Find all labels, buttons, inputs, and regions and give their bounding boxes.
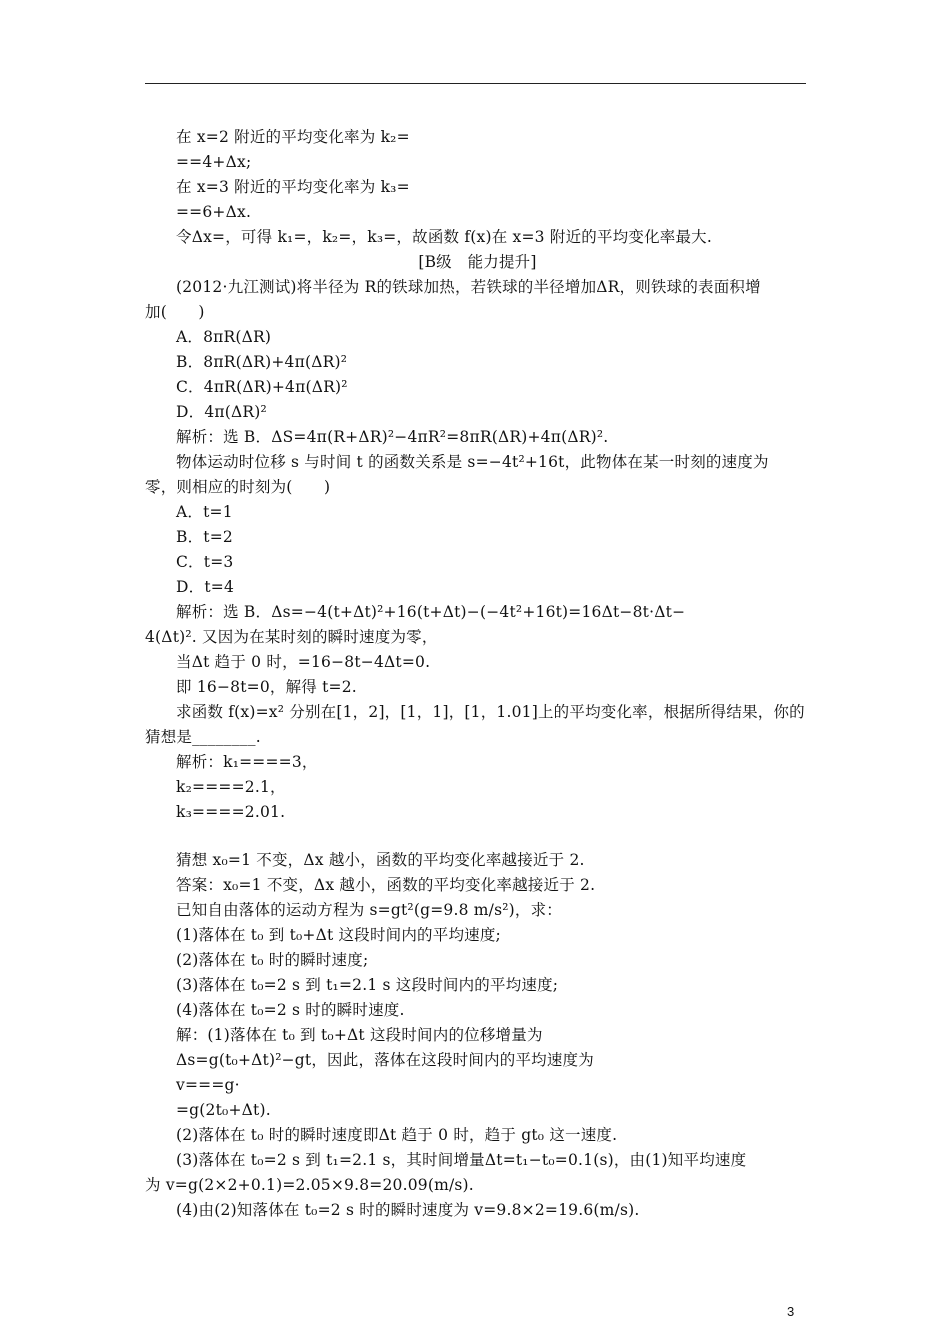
solution-text: (2)落体在 t₀ 时的瞬时速度即Δt 趋于 0 时，趋于 gt₀ 这一速度. [176,1126,618,1144]
option-a: A．t=1 [176,503,233,521]
text-line: ==4+Δx; [176,153,252,171]
solution-text: 猜想 x₀=1 不变，Δx 越小，函数的平均变化率越接近于 2. [176,851,585,869]
question-text: (2012·九江测试)将半径为 R的铁球加热，若铁球的半径增加ΔR，则铁球的表面积增 [176,278,761,296]
option-d: D．t=4 [176,578,235,596]
solution-text: =g(2t₀+Δt). [176,1101,271,1119]
text-line: 在 x=2 附近的平均变化率为 k₂= [176,128,410,146]
option-b: B．8πR(ΔR)+4π(ΔR)² [176,353,348,371]
solution-text: k₃====2.01. [176,803,286,821]
option-d: D．4π(ΔR)² [176,403,267,421]
question-text: 求函数 f(x)=x² 分别在[1，2]，[1，1]，[1，1.01]上的平均变化率，根据所得结果，你的 [176,703,805,721]
option-c: C．t=3 [176,553,234,571]
solution-text: k₂====2.1， [176,778,286,796]
solution-text: 解：(1)落体在 t₀ 到 t₀+Δt 这段时间内的位移增量为 [176,1026,543,1044]
text-line: 令Δx=，可得 k₁=，k₂=，k₃=，故函数 f(x)在 x=3 附近的平均变化率最大. [176,228,713,246]
solution-text: (3)落体在 t₀=2 s 到 t₁=2.1 s，其时间增量Δt=t₁−t₀=0.1(s)，由(1)知平均速度 [176,1151,747,1169]
header-rule [145,83,806,84]
text-line: ==6+Δx. [176,203,252,221]
question-text: 已知自由落体的运动方程为 s=gt²(g=9.8 m/s²)，求： [176,901,563,919]
solution-text: 解析：k₁====3， [176,753,318,771]
text-line: 在 x=3 附近的平均变化率为 k₃= [176,178,410,196]
question-text: 零，则相应的时刻为( ) [145,478,331,496]
question-part: (2)落体在 t₀ 时的瞬时速度; [176,951,369,969]
question-part: (3)落体在 t₀=2 s 到 t₁=2.1 s 这段时间内的平均速度; [176,976,559,994]
answer-text: 答案：x₀=1 不变，Δx 越小，函数的平均变化率越接近于 2. [176,876,596,894]
solution-text: 当Δt 趋于 0 时，=16−8t−4Δt=0. [176,653,431,671]
solution-text: Δs=g(t₀+Δt)²−gt，因此，落体在这段时间内的平均速度为 [176,1051,594,1069]
option-a: A．8πR(ΔR) [176,328,272,346]
solution-text: 即 16−8t=0，解得 t=2. [176,678,357,696]
option-b: B．t=2 [176,528,233,546]
question-text: 猜想是________. [145,728,261,746]
solution-text: (4)由(2)知落体在 t₀=2 s 时的瞬时速度为 v=9.8×2=19.6(m/s). [176,1201,640,1219]
solution-text: 解析：选 B．Δs=−4(t+Δt)²+16(t+Δt)−(−4t²+16t)=16Δt−8t·Δt− [176,603,686,621]
solution-text: 为 v=g(2×2+0.1)=2.05×9.8=20.09(m/s). [145,1176,474,1194]
solution-text: 解析：选 B．ΔS=4π(R+ΔR)²−4πR²=8πR(ΔR)+4π(ΔR)². [176,428,609,446]
question-part: (1)落体在 t₀ 到 t₀+Δt 这段时间内的平均速度; [176,926,501,944]
solution-text: v===g· [176,1076,240,1094]
question-text: 物体运动时位移 s 与时间 t 的函数关系是 s=−4t²+16t，此物体在某一时刻的速度为 [176,453,769,471]
option-c: C．4πR(ΔR)+4π(ΔR)² [176,378,348,396]
question-part: (4)落体在 t₀=2 s 时的瞬时速度. [176,1001,405,1019]
solution-text: 4(Δt)². 又因为在某时刻的瞬时速度为零， [145,628,438,646]
question-text: 加( ) [145,303,205,321]
section-heading: [B级 能力提升] [418,253,537,271]
page-number: 3 [787,1304,795,1319]
